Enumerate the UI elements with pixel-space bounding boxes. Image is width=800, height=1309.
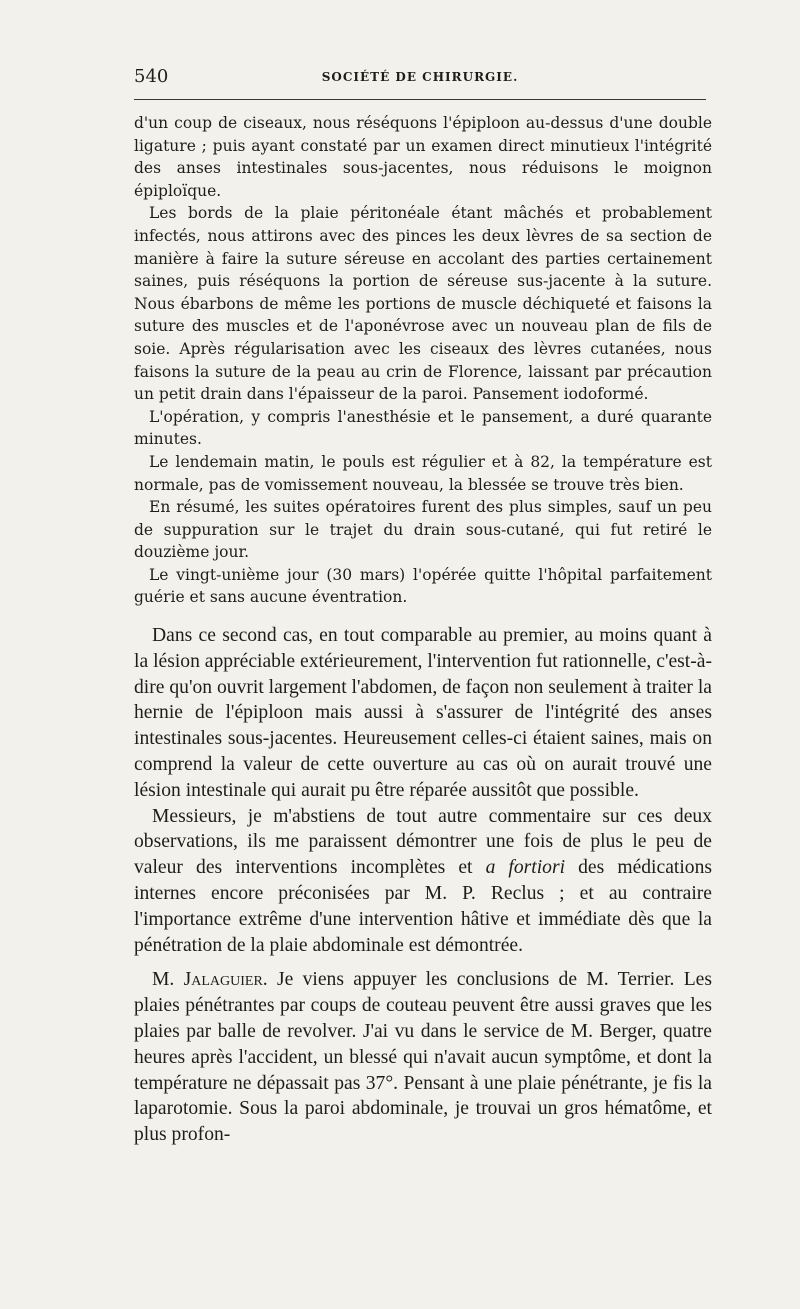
speaker-name: Jalaguier. [183, 969, 268, 991]
paragraph-continuation: d'un coup de ciseaux, nous réséquons l'épiploon au-dessus d'une double ligature ; puis ayant constaté par un examen direct minutieux l'intégrité des anses intestinales sous-jacentes, nous réduisons le moignon épiploïque. [134, 114, 712, 200]
messieurs-italic: a fortiori [485, 857, 566, 879]
page-body [134, 112, 712, 1148]
messieurs-text-before: Messieurs, je m'abstiens de tout autre commentaire sur ces deux observations, ils me paraissent démontrer une fois de plus le peu de valeur des interventions incomplètes et [134, 805, 712, 879]
jalaguier-prefix: M. [152, 969, 175, 991]
paragraph-suture: Les bords de la plaie péritonéale étant mâchés et probablement infectés, nous attirons avec des pinces les deux lèvres de sa section de manière à faire la suture séreuse en accolant des parties certainement saines, puis réséquons la portion de séreuse sus-jacente à la suture. Nous ébarbons de même les portions de muscle déchiqueté et faisons la suture des muscles et de l'aponévrose avec un nouveau plan de fils de soie. Après régularisation avec les ciseaux des lèvres cutanées, nous faisons la suture de la peau au crin de Florence, laissant par précaution un petit drain dans l'épaisseur de la paroi. Pansement iodoformé. [134, 204, 712, 404]
paragraph-next-morning: Le lendemain matin, le pouls est régulier et à 82, la température est normale, pas de vomissement nouveau, la blessée se trouve très bien. [134, 452, 712, 494]
section-gap [134, 609, 712, 623]
paragraph-messieurs [134, 804, 712, 959]
section-gap [134, 958, 712, 967]
jalaguier-text: Je viens appuyer les conclusions de M. Terrier. Les plaies pénétrantes par coups de couteau peuvent être aussi graves que les plaies par balle de revolver. J'ai vu dans le service de M. Berger, quatre heures après l'accident, un blessé qui n'avait aucun symptôme, et dont la température ne dépassait pas 37°. Pensant à une plaie pénétrante, je fis la laparotomie. Sous la paroi abdominale, je trouvai un gros hématôme, et plus profon- [134, 969, 712, 1146]
paragraph-summary: En résumé, les suites opératoires furent des plus simples, sauf un peu de suppuration sur le trajet du drain sous-cutané, qui fut retiré le douzième jour. [134, 498, 712, 562]
paragraph-operation-duration: L'opération, y compris l'anesthésie et le pansement, a duré quarante minutes. [134, 407, 712, 449]
paragraph-jalaguier [134, 967, 712, 1148]
page-number: 540 [134, 66, 169, 87]
running-head: SOCIÉTÉ DE CHIRURGIE. [321, 70, 519, 84]
header-rule [134, 99, 706, 100]
paragraph-second-case: Dans ce second cas, en tout comparable au premier, au moins quant à la lésion appréciable extérieurement, l'intervention fut rationnelle, c'est-à-dire qu'on ouvrit largement l'abdomen, de façon non seulement à traiter la hernie de l'épiploon mais aussi à s'assurer de l'intégrité des anses intestinales sous-jacentes. Heureusement celles-ci étaient saines, mais on comprend la valeur de cette ouverture au cas où on aurait trouvé une lésion intestinale qui aurait pu être réparée aussitôt que possible. [134, 625, 712, 801]
paragraph-discharge: Le vingt-unième jour (30 mars) l'opérée quitte l'hôpital parfaitement guérie et sans aucune éventration. [134, 565, 712, 607]
messieurs-text-after: des médications internes encore préconisées par M. P. Reclus ; et au contraire l'importance extrême d'une intervention hâtive et immédiate dès que la pénétration de la plaie abdominale est démontrée. [134, 857, 713, 956]
page-header [134, 62, 706, 88]
